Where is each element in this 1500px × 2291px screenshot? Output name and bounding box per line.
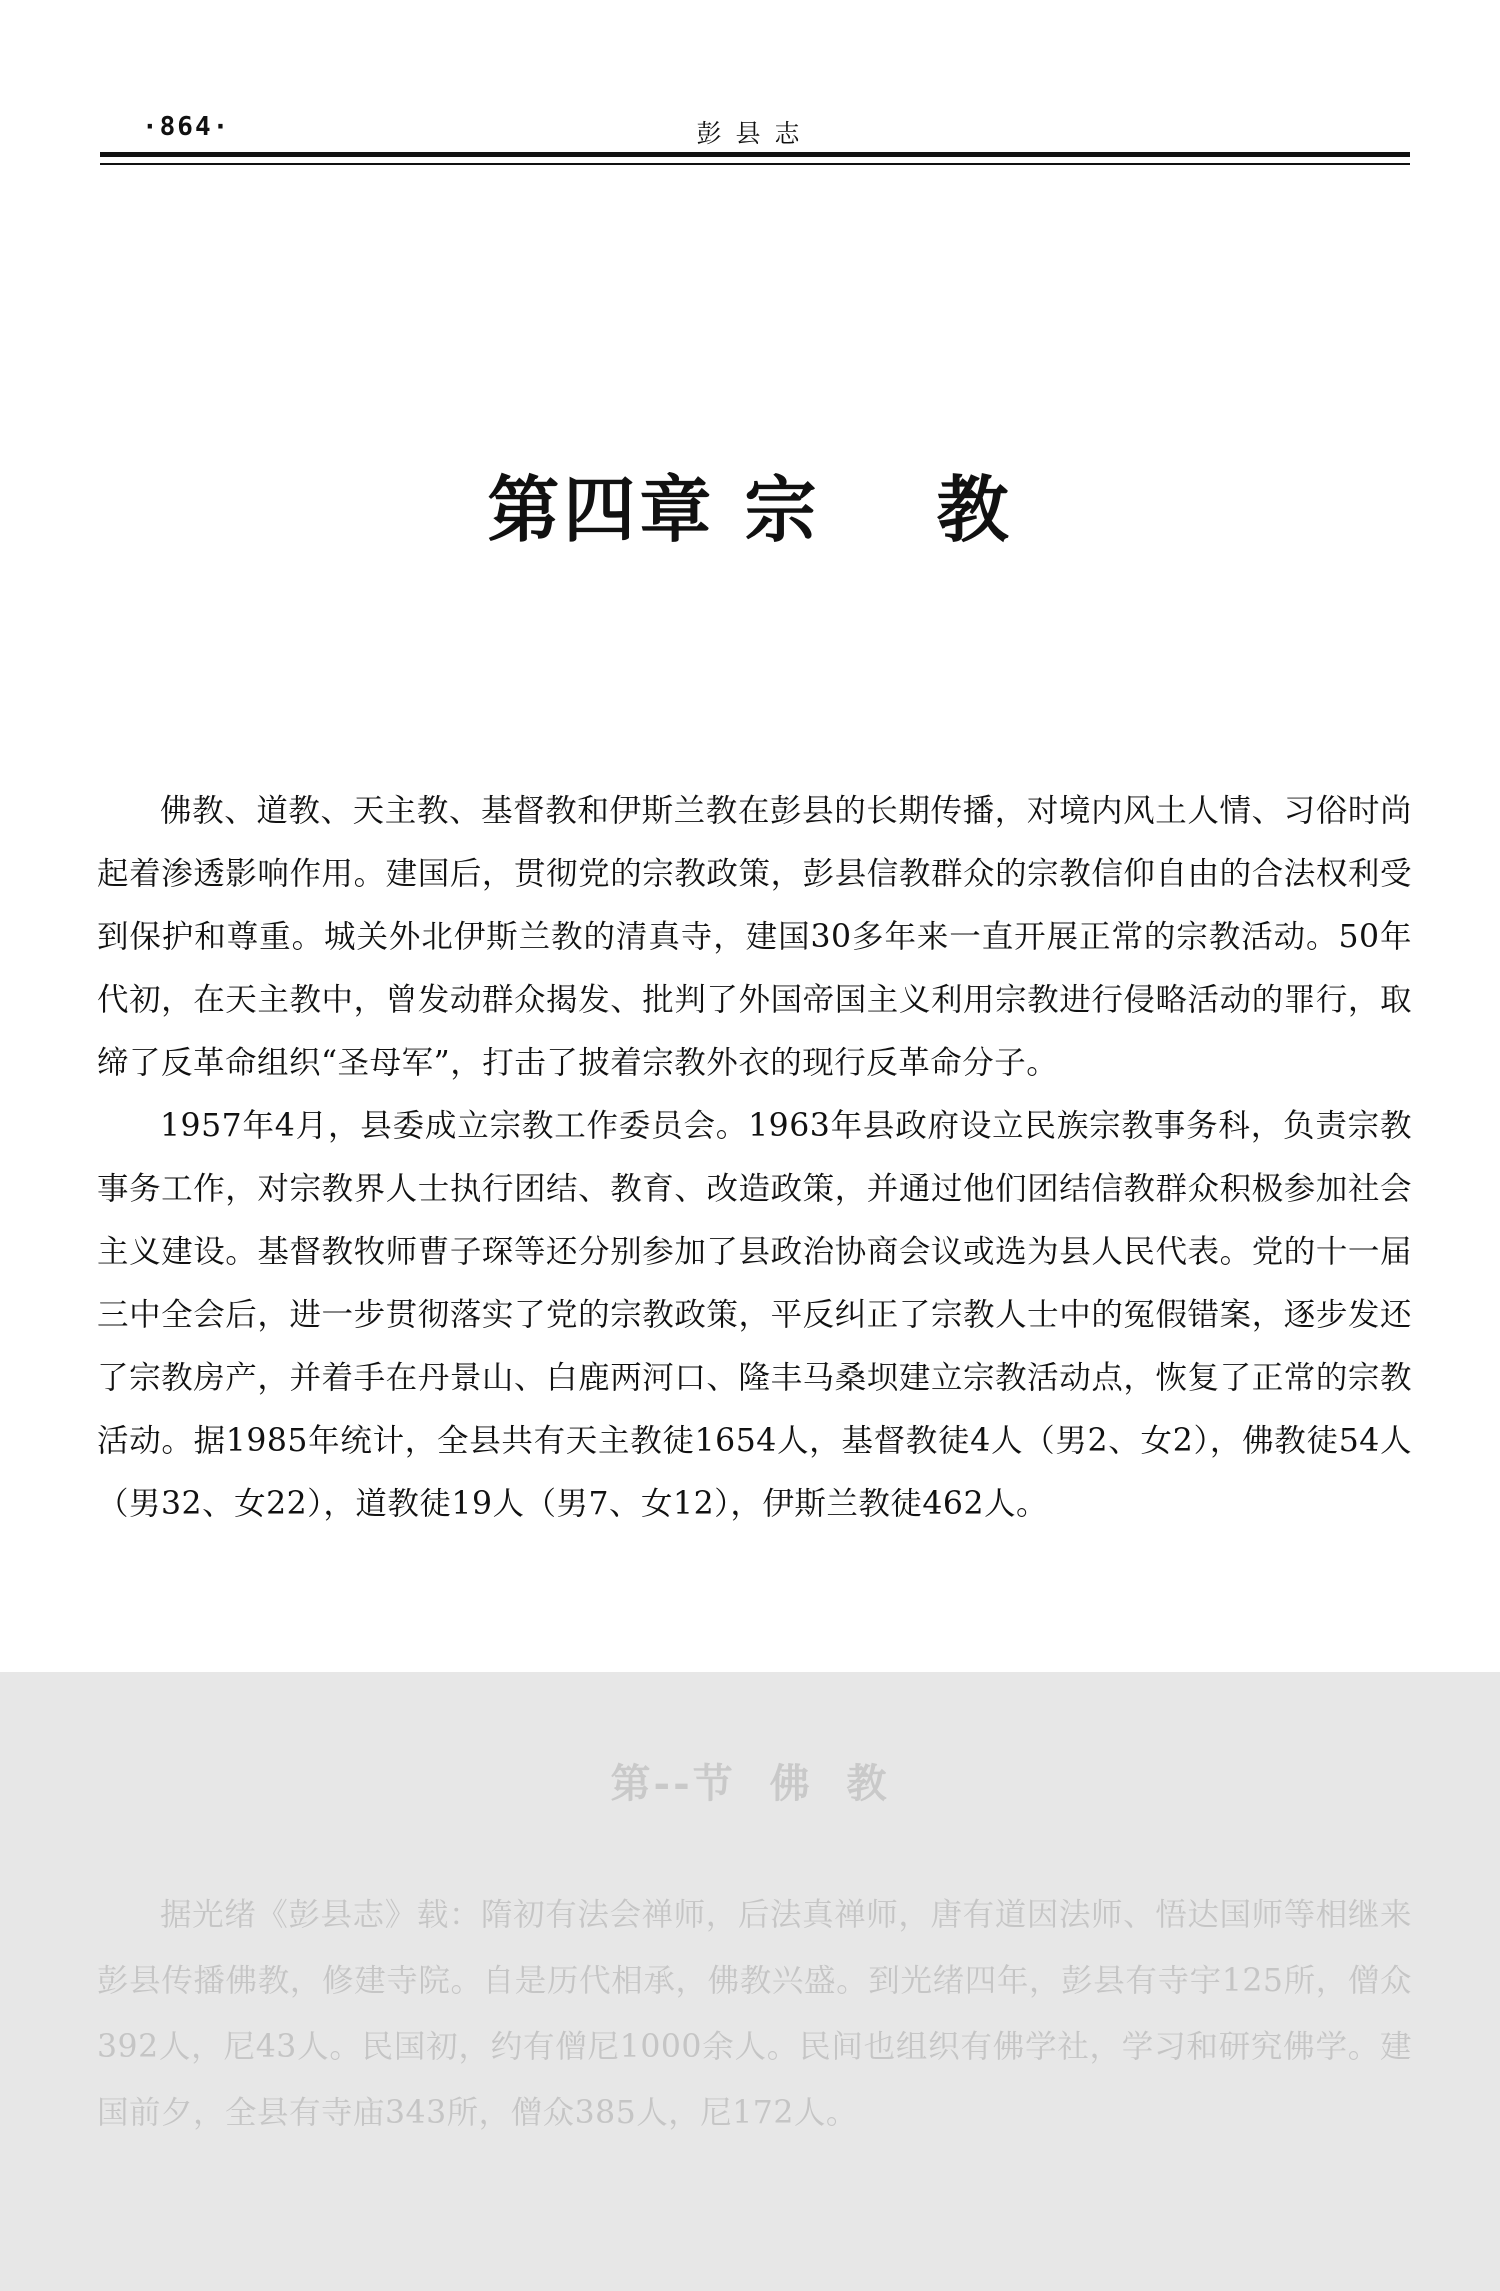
intro-paragraph-2: 1957年4月，县委成立宗教工作委员会。1963年县政府设立民族宗教事务科，负责宗教事务工作，对宗教界人士执行团结、教育、改造政策，并通过他们团结信教群众积极参加社会主义建设。基督教牧师曹子琛等还分别参加了县政治协商会议或选为县人民代表。党的十一届三中全会后，进一步贯彻落实了党的宗教政策，平反纠正了宗教人士中的冤假错案，逐步发还了宗教房产，并着手在丹景山、白鹿两河口、隆丰马桑坝建立宗教活动点，恢复了正常的宗教活动。据1985年统计，全县共有天主教徒1654人，基督教徒4人（男2、女2），佛教徒54人（男32、女22），道教徒19人（男7、女12），伊斯兰教徒462人。 bbox=[97, 1108, 1412, 1522]
running-title: 彭县志 bbox=[696, 119, 814, 148]
chapter-title: 第四章 宗 教 bbox=[487, 467, 1013, 552]
header-rule-thick bbox=[100, 152, 1410, 157]
section-title: 第--节 佛 教 bbox=[610, 1760, 890, 1807]
section-paragraph-1: 据光绪《彭县志》载：隋初有法会禅师，后法真禅师，唐有道因法师、悟达国师等相继来彭县传播佛教，修建寺院。自是历代相承，佛教兴盛。到光绪四年，彭县有寺宇125所，僧众392人，尼43人。民国初，约有僧尼1000余人。民间也组织有佛学社，学习和研究佛学。建国前夕，全县有寺庙343所，僧众385人，尼172人。 bbox=[97, 1897, 1412, 2131]
intro-paragraph-1: 佛教、道教、天主教、基督教和伊斯兰教在彭县的长期传播，对境内风土人情、习俗时尚起着渗透影响作用。建国后，贯彻党的宗教政策，彭县信教群众的宗教信仰自由的合法权利受到保护和尊重。城关外北伊斯兰教的清真寺，建国30多年来一直开展正常的宗教活动。50年代初，在天主教中，曾发动群众揭发、批判了外国帝国主义利用宗教进行侵略活动的罪行，取缔了反革命组织“圣母军”，打击了披着宗教外衣的现行反革命分子。 bbox=[97, 793, 1412, 1081]
page-number: ·864· bbox=[142, 112, 231, 142]
section-body bbox=[97, 1882, 1412, 2146]
faded-lower-region bbox=[0, 1672, 1500, 2291]
page-header bbox=[100, 112, 1410, 146]
chapter-intro bbox=[97, 780, 1412, 1536]
header-rule-thin bbox=[100, 163, 1410, 165]
